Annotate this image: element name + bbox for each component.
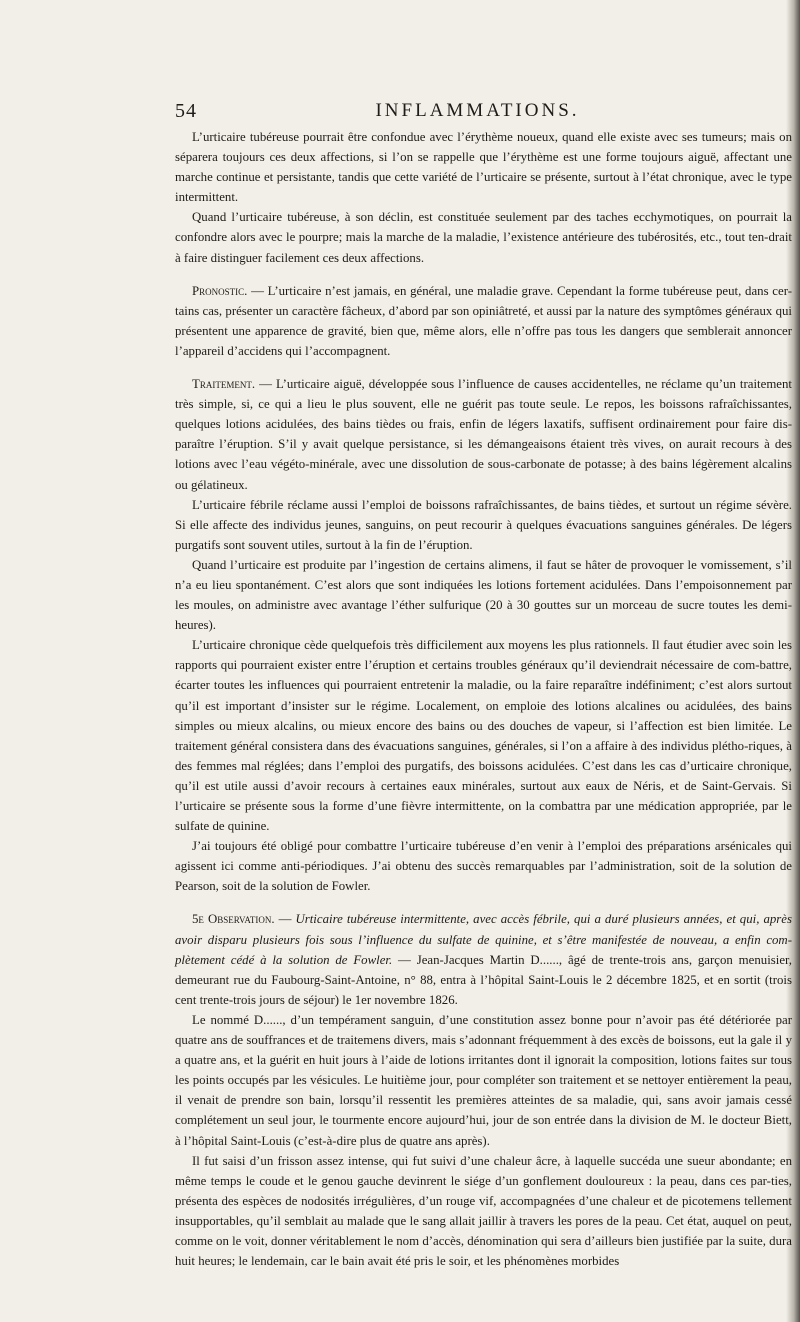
paragraph: Quand l’urticaire est produite par l’ingestion de certains alimens, il faut se hâter de provoquer le vomissement, s’il n’a eu lieu spontanément. C’est alors que sont indiquées les lotions fortement acidulées. Dans l’empoisonnement par les moules, on administre avec avantage l’éther sulfurique (20 à 30 gouttes sur un morceau de sucre toutes les demi-heures). [175,557,792,633]
observation-dash: — [274,912,296,927]
prognostic-paragraph [175,281,792,361]
observation-paragraph [175,909,792,1009]
body-text [175,127,792,1271]
paragraph-text: — Jean-Jacques Martin D......, âgé de trente-trois ans, garçon menuisier, demeurant rue du Faubourg-Saint-Antoine, n° 88, entra à l’hôpital Saint-Louis le 2 décembre 1825, et en sortit (trois cent trente-trois jours de séjour) le 1er novembre 1826. [175,952,793,1007]
running-title: INFLAMMATIONS. [375,100,580,121]
paragraph: L’urticaire chronique cède quelquefois très difficilement aux moyens les plus rationnels. Il faut étudier avec soin les rapports qui pourraient exister entre l’éruption et certains troubles généraux qu’il deviendrait nécessaire de com-battre, écarter toutes les influences qui pourraient entretenir la maladie, ou la faire reparaître indéfiniment; c’est alors surtout qu’il est important d’insister sur le régime. Localement, on emploie des lotions alcalines ou acidulées, des bains simples ou mieux alcalins, ou mieux encore des bains ou des douches de vapeur, si l’affection est bien limitée. Le traitement général consistera dans des évacuations sanguines, générales, si l’on a affaire à des individus plétho-riques, à des femmes mal réglées; dans l’emploi des purgatifs, des boissons acidulées. C’est dans les cas d’urticaire chronique, qu’il est utile aussi d’avoir recours à certaines eaux minérales, surtout aux eaux de Néris, et de Saint-Gervais. Si l’urticaire se présente sous la forme d’une fièvre intermittente, on la combattra par une médication appropriée, par le sulfate de quinine. [175,638,792,834]
paragraph: Il fut saisi d’un frisson assez intense, qui fut suivi d’une chaleur âcre, à laquelle succéda une sueur abondante; en même temps le coude et le genou gauche devinrent le siége d’un gonflement douloureux : la peau, dans ces par-ties, présenta des espèces de nodosités irrégulières, d’un rouge vif, accompagnées d’une chaleur et de picotemens tellement insupportables, qu’il semblait au malade que le sang allait jaillir à travers les pores de la peau. Cet état, auquel on peut, comme on le voit, donner véritablement le nom d’accès, dénomination qui sera d’ailleurs bien justifiée par la suite, dura huit heures; le lendemain, car le bain avait été pris le soir, et les phénomènes morbides [175,1153,792,1269]
paragraph-text: — L’urticaire aiguë, développée sous l’influence de causes accidentelles, ne réclame qu’un traitement très simple, si, ce qui a lieu le plus souvent, elle ne guérit pas toute seule. Le repos, les boissons rafraîchissantes, quelques lotions acidulées, des bains tièdes ou frais, enfin de légers laxatifs, suffisent ordinairement pour faire dis-paraître l’éruption. S’il y avait quelque persistance, si les démangeaisons étaient très vives, on aurait recours à des lotions avec l’eau végéto-minérale, avec une dissolution de sous-carbonate de potasse; à des bains légèrement alcalins ou gélatineux. [175,377,792,492]
paragraph: L’urticaire tubéreuse pourrait être confondue avec l’érythème noueux, quand elle existe avec ses tumeurs; mais on séparera toujours ces deux affections, si l’on se rappelle que l’érythème est une forme toujours aiguë, affectant une marche continue et persistante, tandis que cette variété de l’urticaire se présente, surtout à l’état chronique, avec le type intermittent. [175,130,792,205]
paragraph-text: — L’urticaire n’est jamais, en général, une maladie grave. Cependant la forme tubéreuse peut, dans cer-tains cas, présenter un caractère fâcheux, d’abord par son opiniâtreté, et aussi par la nature des symptômes généraux qui présentent une apparence de gravité, bien que, même alors, elle n’offre pas tous les dangers que semblerait annoncer l’appareil d’accidens qui l’accompagnent. [175,283,792,358]
page-number: 54 [175,100,197,122]
paragraph: Quand l’urticaire tubéreuse, à son déclin, est constituée seulement par des taches ecchymotiques, on pourrait la confondre alors avec le pourpre; mais la marche de la maladie, l’existence antérieure des tubérosités, etc., tout ten-drait à faire distinguer facilement ces deux affections. [175,210,792,265]
paragraph: L’urticaire fébrile réclame aussi l’emploi de boissons rafraîchissantes, de bains tièdes, et surtout un régime sévère. Si elle affecte des individus jeunes, sanguins, on peut recourir à quelques évacuations sanguines générales. De légers purgatifs sont souvent utiles, surtout à la fin de l’éruption. [175,497,792,552]
observation-title: Urticaire tubéreuse intermittente, avec accès fébrile, qui a duré plusieurs années, et qui, après avoir disparu plusieurs fois sous l’influence du sulfate de quinine, et s’être manifestée de nouveau, a enfin com-plètement cédé à la solution de Fowler. [175,912,792,967]
page-header [175,100,790,124]
section-heading-prognostic: Pronostic. [192,283,248,298]
treatment-paragraph [175,374,792,495]
observation-heading: 5e Observation. [192,912,275,927]
section-heading-treatment: Traitement. [192,377,256,392]
paragraph: Le nommé D......, d’un tempérament sanguin, d’une constitution assez bonne pour n’avoir pas été détériorée par quatre ans de souffrances et de traitemens divers, mais s’adonnant fréquemment à des excès de boissons, eut la gale il y a quatre ans, et la guérit en huit jours à l’aide de lotions irritantes dont il ignorait la composition, lotions faites sur tous les points occupés par les vésicules. Le huitième jour, pour compléter son traitement et se nettoyer entièrement la peau, il venait de prendre son bain, lorsqu’il ressentit les premières atteintes de sa maladie, qui, sans avoir jamais cessé complétement un seul jour, le tourmente encore aujourd’hui, jour de son entrée dans la division de M. le docteur Biett, à l’hôpital Saint-Louis (c’est-à-dire plus de quatre ans après). [175,1012,792,1148]
paragraph: J’ai toujours été obligé pour combattre l’urticaire tubéreuse d’en venir à l’emploi des préparations arsénicales qui agissent ici comme anti-périodiques. J’ai obtenu des succès remarquables par l’administration, soit de la solution de Pearson, soit de la solution de Fowler. [175,839,792,894]
